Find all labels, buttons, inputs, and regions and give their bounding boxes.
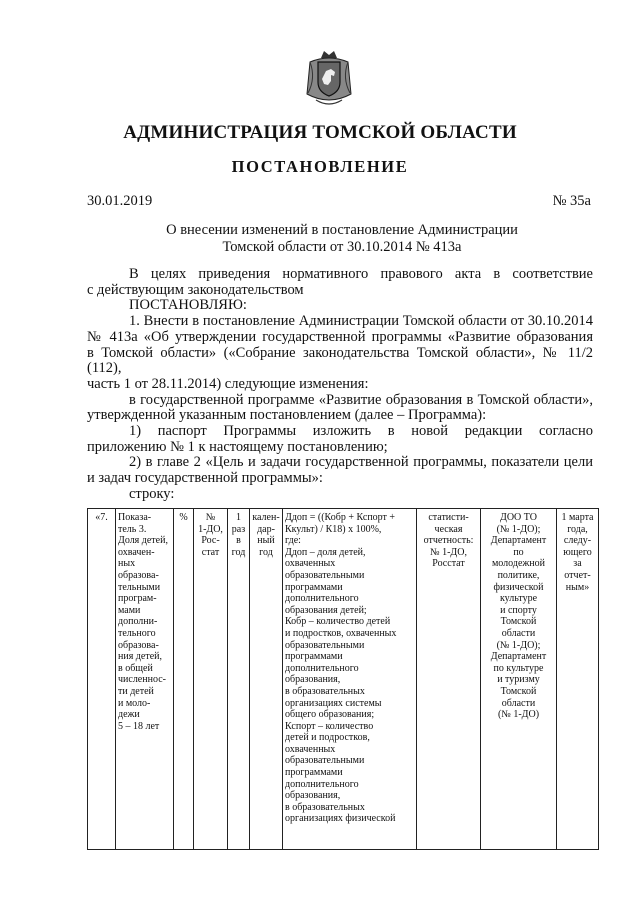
document-type: ПОСТАНОВЛЕНИЕ	[231, 157, 409, 176]
body-line: 2) в главе 2 «Цель и задачи государственной программы, показатели цели	[129, 454, 593, 471]
body-line: в государственной программе «Развитие образования в Томской области»,	[129, 391, 593, 408]
indicator-row-table	[87, 508, 599, 850]
subject-line: Томской области от 30.10.2014 № 413а	[222, 239, 462, 255]
cell-form: № 1-ДО, Рос- стат	[194, 509, 228, 850]
body-line: строку:	[129, 485, 175, 502]
document-subject	[87, 222, 597, 256]
table-row	[88, 509, 599, 850]
cell-frequency: 1 раз в год	[228, 509, 250, 850]
cell-indicator: Показа- тель 3. Доля детей, охвачен- ных образова- тельными програм- мами дополни- тельного образова- ния детей, в общей численнос- ти детей и моло- дежи 5 – 18 лет	[116, 509, 174, 850]
document-number: № 35а	[552, 193, 591, 209]
cell-formula: Ддоп = ((Кобр + Кспорт + Ккульт) / К18) x 100%, где: Ддоп – доля детей, охваченных образовательными программами дополнительного образования детей; Кобр – количество детей и подростков, охваченных образовательными программами дополнительного образования, в образовательных организациях системы общего образования; Кспорт – количество детей и подростков, охваченных образовательными программами дополнительного образования, в образовательных организациях физической	[283, 509, 417, 850]
body-line: в Томской области» («Собрание законодательства Томской области», № 11/2 (112),	[87, 344, 593, 377]
body-line: 1. Внести в постановление Администрации Томской области от 30.10.2014	[129, 313, 593, 330]
subject-line: О внесении изменений в постановление Администрации	[166, 222, 518, 238]
document-date: 30.01.2019	[87, 193, 153, 209]
body-line: и задач государственной программы»:	[87, 470, 323, 487]
cell-responsible: ДОО ТО (№ 1-ДО); Департамент по молодежной политике, физической культуре и спорту Томской области (№ 1-ДО); Департамент по культуре и туризму Томской области (№ 1-ДО)	[481, 509, 557, 850]
cell-unit: %	[174, 509, 194, 850]
body-line: 1) паспорт Программы изложить в новой редакции согласно	[129, 423, 593, 440]
body-line: В целях приведения нормативного правового акта в соответствие	[129, 266, 593, 282]
cell-period: кален- дар- ный год	[250, 509, 283, 850]
organization-title: АДМИНИСТРАЦИЯ ТОМСКОЙ ОБЛАСТИ	[123, 122, 517, 143]
body-line: приложению № 1 к настоящему постановлению;	[87, 438, 388, 455]
cell-number: «7.	[88, 509, 116, 850]
body-line: часть 1 от 28.11.2014) следующие изменения:	[87, 375, 369, 392]
body-line: № 413а «Об утверждении государственной программы «Развитие образования	[87, 328, 593, 345]
coat-of-arms-icon	[304, 48, 354, 110]
resolve-word: ПОСТАНОВЛЯЮ:	[129, 297, 247, 314]
document-body	[87, 267, 593, 503]
cell-source: статисти- ческая отчетность: № 1-ДО, Росстат	[417, 509, 481, 850]
cell-deadline: 1 марта года, следу- ющего за отчет- ным»	[557, 509, 599, 850]
body-line: утвержденной указанным постановлением (далее – Программа):	[87, 407, 487, 424]
body-line: с действующим законодательством	[87, 281, 304, 298]
